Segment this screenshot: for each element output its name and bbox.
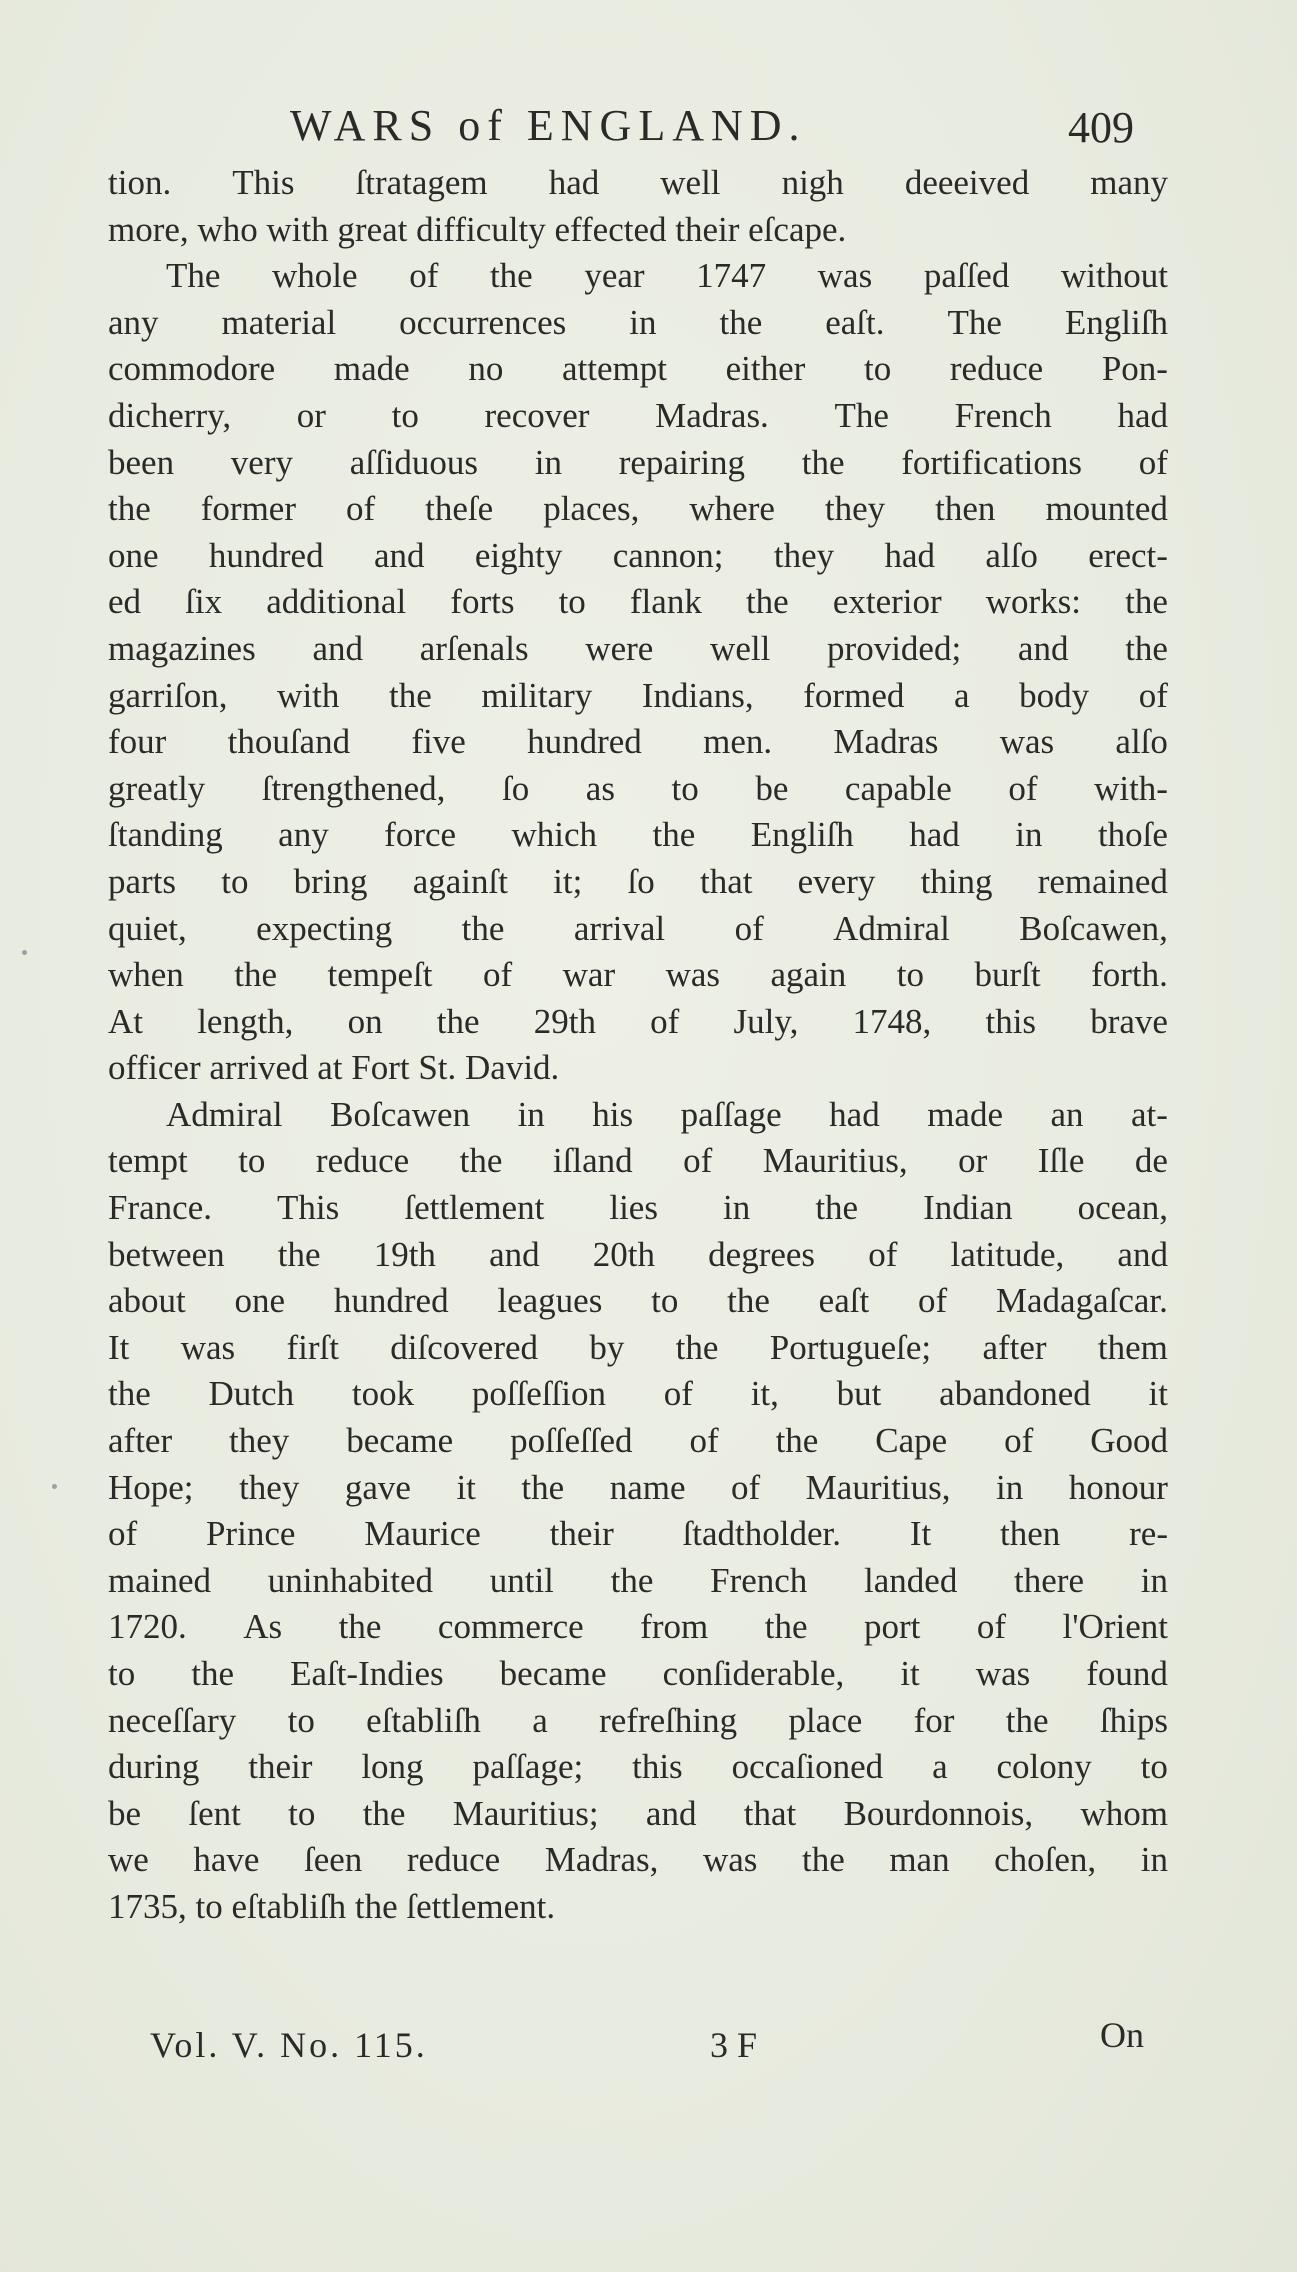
text-line: the former of theſe places, where they then mounted: [108, 489, 1168, 529]
text-line: mained uninhabited until the French landed there in: [108, 1560, 1168, 1600]
sheet-mark: 3 F: [710, 2025, 758, 2065]
text-line: parts to bring againſt it; ſo that every thing remained: [108, 861, 1168, 901]
text-line: commodore made no attempt either to reduce Pon-: [108, 349, 1168, 389]
text-line: greatly ſtrengthened, ſo as to be capable of with-: [108, 768, 1168, 808]
text-line: about one hundred leagues to the eaſt of Madagaſcar.: [108, 1281, 1168, 1321]
text-line: France. This ſettlement lies in the Indian ocean,: [108, 1188, 1168, 1228]
text-line: one hundred and eighty cannon; they had alſo erect-: [108, 535, 1168, 575]
text-line: been very aſſiduous in repairing the fortifications of: [108, 442, 1168, 482]
text-line: garriſon, with the military Indians, formed a body of: [108, 675, 1168, 715]
text-line: The whole of the year 1747 was paſſed without: [166, 256, 1168, 296]
text-line: tion. This ſtratagem had well nigh deeeived many: [108, 163, 1168, 202]
text-line: neceſſary to eſtabliſh a refreſhing place for the ſhips: [108, 1700, 1168, 1740]
text-line: any material occurrences in the eaſt. The Engliſh: [108, 302, 1168, 342]
text-line: of Prince Maurice their ſtadtholder. It then re-: [108, 1514, 1168, 1554]
text-line: 1720. As the commerce from the port of l'Orient: [108, 1607, 1168, 1647]
text-line: 1735, to eſtabliſh the ſettlement.: [108, 1886, 556, 1926]
text-line: more, who with great difficulty effected their eſcape.: [108, 209, 847, 249]
page-footer: [0, 2015, 1297, 2084]
text-line: be ſent to the Mauritius; and that Bourdonnois, whom: [108, 1793, 1168, 1833]
text-line: between the 19th and 20th degrees of latitude, and: [108, 1234, 1168, 1274]
text-line: ſtanding any force which the Engliſh had in thoſe: [108, 815, 1168, 855]
text-line: Admiral Boſcawen in his paſſage had made an at-: [166, 1094, 1168, 1134]
text-line: the Dutch took poſſeſſion of it, but abandoned it: [108, 1374, 1168, 1414]
page-header: [0, 100, 1297, 160]
text-line: four thouſand five hundred men. Madras was alſo: [108, 722, 1168, 762]
text-line: officer arrived at Fort St. David.: [108, 1048, 560, 1088]
catchword: On: [1100, 2015, 1144, 2055]
text-line: during their long paſſage; this occaſioned a colony to: [108, 1747, 1168, 1787]
paper-speck: [52, 1484, 57, 1489]
text-line: magazines and arſenals were well provided; and the: [108, 628, 1168, 668]
running-head: WARS of ENGLAND.: [290, 101, 807, 150]
body-text: [108, 160, 1168, 1931]
text-line: we have ſeen reduce Madras, was the man choſen, in: [108, 1840, 1168, 1880]
text-line: quiet, expecting the arrival of Admiral Boſcawen,: [108, 908, 1168, 948]
paper-speck: [22, 950, 27, 955]
volume-signature: Vol. V. No. 115.: [150, 2025, 428, 2065]
text-line: after they became poſſeſſed of the Cape of Good: [108, 1421, 1168, 1461]
page-number: 409: [1068, 103, 1134, 152]
text-line: Hope; they gave it the name of Mauritius, in honour: [108, 1467, 1168, 1507]
text-line: ed ſix additional forts to flank the exterior works: the: [108, 582, 1168, 622]
text-line: At length, on the 29th of July, 1748, this brave: [108, 1001, 1168, 1041]
text-line: to the Eaſt-Indies became conſiderable, it was found: [108, 1654, 1168, 1693]
text-line: dicherry, or to recover Madras. The French had: [108, 395, 1168, 435]
text-line: when the tempeſt of war was again to burſt forth.: [108, 955, 1168, 995]
text-line: tempt to reduce the iſland of Mauritius, or Iſle de: [108, 1141, 1168, 1181]
text-line: It was firſt diſcovered by the Portugueſe; after them: [108, 1327, 1168, 1367]
